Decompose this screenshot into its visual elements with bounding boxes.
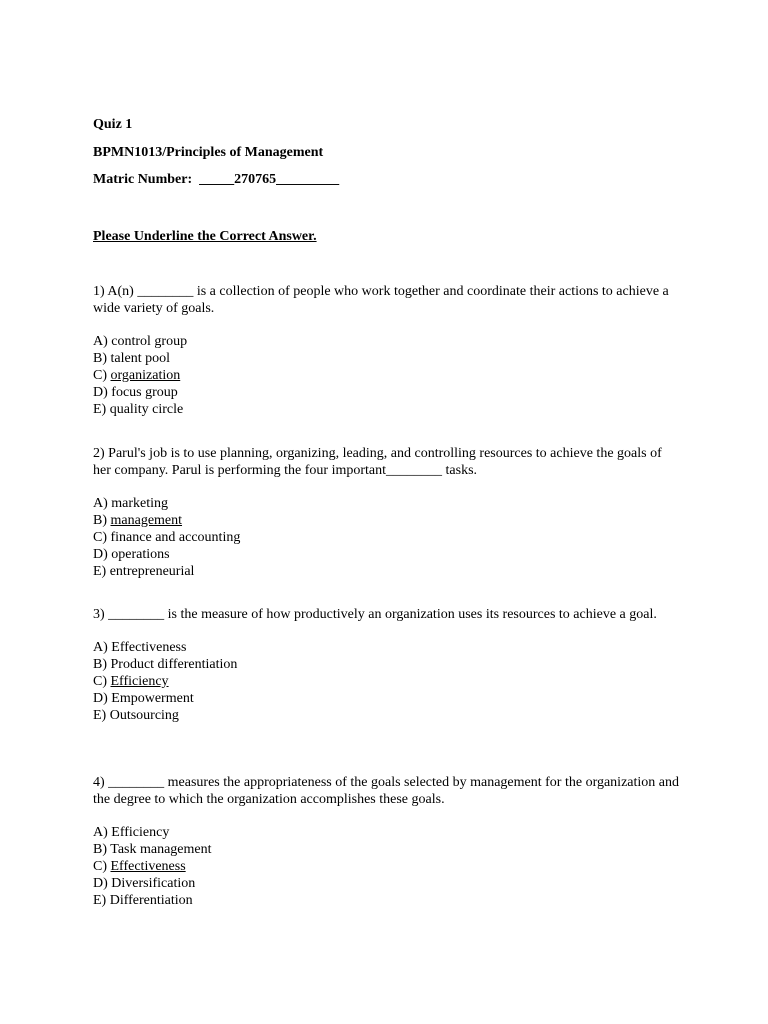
option-a[interactable]	[93, 639, 683, 656]
option-text: focus group	[111, 385, 178, 400]
option-text: marketing	[111, 496, 169, 511]
question-2	[93, 445, 683, 580]
option-text: Task management	[110, 842, 212, 857]
question-text: 2) Parul's job is to use planning, organizing, leading, and controlling resources to achieve the goals of her company. Parul is performing the four important________ tasks.	[93, 446, 662, 478]
option-list	[93, 495, 683, 580]
option-c[interactable]	[93, 367, 683, 384]
option-letter: E)	[93, 708, 107, 723]
option-letter: A)	[93, 496, 108, 511]
option-b[interactable]	[93, 512, 683, 529]
option-letter: D)	[93, 876, 108, 891]
option-text: Diversification	[111, 876, 196, 891]
option-b[interactable]	[93, 350, 683, 367]
matric-value: _____270765_________	[199, 172, 340, 187]
option-letter: D)	[93, 547, 108, 562]
option-letter: B)	[93, 842, 107, 857]
option-text: talent pool	[110, 351, 170, 366]
option-letter: D)	[93, 385, 108, 400]
option-text: Differentiation	[109, 893, 193, 908]
option-letter: C)	[93, 859, 107, 874]
option-b[interactable]	[93, 656, 683, 673]
question-3	[93, 606, 683, 724]
option-e[interactable]	[93, 563, 683, 580]
option-text: finance and accounting	[110, 530, 241, 545]
option-letter: E)	[93, 564, 107, 579]
option-a[interactable]	[93, 495, 683, 512]
option-e[interactable]	[93, 401, 683, 418]
option-c[interactable]	[93, 529, 683, 546]
option-a[interactable]	[93, 824, 683, 841]
question-4	[93, 774, 683, 909]
option-list	[93, 824, 683, 909]
option-letter: A)	[93, 825, 108, 840]
option-list	[93, 333, 683, 418]
option-letter: D)	[93, 691, 108, 706]
question-1	[93, 283, 683, 418]
option-d[interactable]	[93, 384, 683, 401]
option-a[interactable]	[93, 333, 683, 350]
option-text: quality circle	[109, 402, 184, 417]
option-letter: C)	[93, 368, 107, 383]
option-letter: E)	[93, 402, 107, 417]
question-text: 3) ________ is the measure of how productively an organization uses its resources to achieve a goal.	[93, 607, 657, 622]
option-text: operations	[111, 547, 170, 562]
option-d[interactable]	[93, 875, 683, 892]
option-text: Effectiveness	[110, 859, 186, 874]
question-text: 4) ________ measures the appropriateness of the goals selected by management for the organization and the degree to which the organization accomplishes these goals.	[93, 775, 679, 807]
option-text: control group	[111, 334, 188, 349]
matric-label: Matric Number:	[93, 172, 193, 187]
option-text: management	[110, 513, 183, 528]
option-letter: C)	[93, 674, 107, 689]
option-text: Efficiency	[110, 674, 169, 689]
instruction: Please Underline the Correct Answer.	[93, 229, 317, 244]
option-d[interactable]	[93, 546, 683, 563]
option-list	[93, 639, 683, 724]
option-text: Outsourcing	[109, 708, 179, 723]
option-text: Effectiveness	[111, 640, 187, 655]
option-e[interactable]	[93, 892, 683, 909]
option-letter: B)	[93, 351, 107, 366]
question-text: 1) A(n) ________ is a collection of people who work together and coordinate their actions to achieve a wide variety of goals.	[93, 284, 669, 316]
course-title: BPMN1013/Principles of Management	[93, 145, 324, 160]
option-letter: A)	[93, 334, 108, 349]
option-letter: B)	[93, 513, 107, 528]
option-text: Empowerment	[111, 691, 194, 706]
option-c[interactable]	[93, 858, 683, 875]
option-letter: A)	[93, 640, 108, 655]
option-letter: E)	[93, 893, 107, 908]
option-text: entrepreneurial	[109, 564, 195, 579]
option-e[interactable]	[93, 707, 683, 724]
option-b[interactable]	[93, 841, 683, 858]
quiz-title: Quiz 1	[93, 117, 133, 132]
option-text: Product differentiation	[110, 657, 238, 672]
option-text: organization	[110, 368, 181, 383]
matric-number	[93, 171, 339, 188]
option-letter: B)	[93, 657, 107, 672]
option-letter: C)	[93, 530, 107, 545]
option-text: Efficiency	[111, 825, 170, 840]
option-c[interactable]	[93, 673, 683, 690]
option-d[interactable]	[93, 690, 683, 707]
